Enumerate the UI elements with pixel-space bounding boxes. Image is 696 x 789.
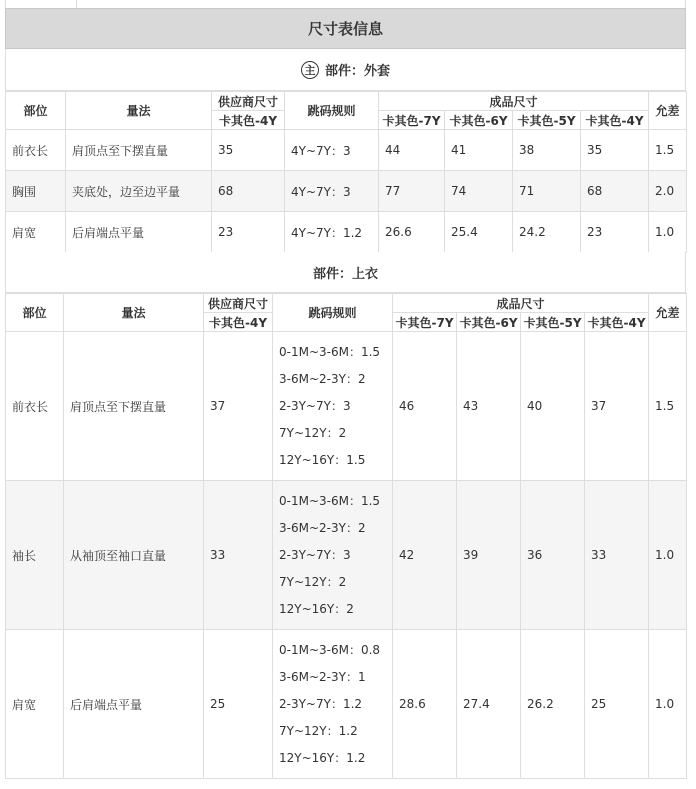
cell-supplier: 33 bbox=[204, 481, 273, 630]
cell-tolerance: 2.0 bbox=[649, 171, 687, 212]
table-row bbox=[6, 332, 687, 481]
cell-size: 25 bbox=[585, 630, 649, 779]
header-tolerance: 允差 bbox=[649, 92, 687, 130]
cell-size: 71 bbox=[513, 171, 581, 212]
cell-size: 37 bbox=[585, 332, 649, 481]
table-row bbox=[6, 481, 687, 630]
cell-method: 夹底处，边至边平量 bbox=[66, 171, 212, 212]
rule-line: 0-1M~3-6M：0.8 bbox=[279, 642, 381, 657]
section-heading-text: 部件：上衣 bbox=[312, 266, 378, 282]
page-title: 尺寸表信息 bbox=[5, 8, 686, 49]
cell-size: 26.6 bbox=[379, 212, 445, 253]
cell-method: 从袖顶至袖口直量 bbox=[64, 481, 204, 630]
cell-supplier: 25 bbox=[204, 630, 273, 779]
top-scroll-remnant bbox=[5, 0, 686, 8]
cell-size: 38 bbox=[513, 130, 581, 171]
cell-rule: 4Y~7Y：3 bbox=[285, 130, 379, 171]
cell-rules bbox=[273, 630, 393, 779]
cell-size: 33 bbox=[585, 481, 649, 630]
header-size-col: 卡其色-7Y bbox=[393, 313, 457, 332]
header-part: 部位 bbox=[6, 92, 66, 130]
table-row bbox=[6, 630, 687, 779]
header-size-col: 卡其色-4Y bbox=[585, 313, 649, 332]
rule-line: 2-3Y~7Y：3 bbox=[279, 398, 351, 413]
header-grading-rule: 跳码规则 bbox=[273, 294, 393, 332]
header-method: 量法 bbox=[66, 92, 212, 130]
rule-line: 0-1M~3-6M：1.5 bbox=[279, 344, 381, 359]
cell-tolerance: 1.0 bbox=[649, 481, 687, 630]
rule-line: 7Y~12Y：1.2 bbox=[279, 723, 358, 738]
cell-part: 胸围 bbox=[6, 171, 66, 212]
cell-rules bbox=[273, 332, 393, 481]
cell-size: 36 bbox=[521, 481, 585, 630]
header-supplier-size: 供应商尺寸 bbox=[204, 294, 273, 313]
cell-size: 35 bbox=[581, 130, 649, 171]
header-size-col: 卡其色-5Y bbox=[521, 313, 585, 332]
cell-size: 68 bbox=[581, 171, 649, 212]
cell-tolerance: 1.5 bbox=[649, 332, 687, 481]
cell-size: 46 bbox=[393, 332, 457, 481]
cell-tolerance: 1.0 bbox=[649, 212, 687, 253]
rule-line: 12Y~16Y：2 bbox=[279, 601, 354, 616]
cell-part: 袖长 bbox=[6, 481, 64, 630]
table-row bbox=[6, 171, 687, 212]
rule-line: 3-6M~2-3Y：1 bbox=[279, 669, 366, 684]
cell-size: 41 bbox=[445, 130, 513, 171]
header-supplier-size-sub: 卡其色-4Y bbox=[212, 111, 285, 130]
cell-size: 27.4 bbox=[457, 630, 521, 779]
cell-size: 23 bbox=[581, 212, 649, 253]
cell-size: 26.2 bbox=[521, 630, 585, 779]
cell-tolerance: 1.0 bbox=[649, 630, 687, 779]
header-supplier-size: 供应商尺寸 bbox=[212, 92, 285, 111]
header-method: 量法 bbox=[64, 294, 204, 332]
cell-rule: 4Y~7Y：1.2 bbox=[285, 212, 379, 253]
rule-line: 3-6M~2-3Y：2 bbox=[279, 520, 366, 535]
cell-size: 40 bbox=[521, 332, 585, 481]
cell-part: 前衣长 bbox=[6, 130, 66, 171]
header-size-col: 卡其色-6Y bbox=[445, 111, 513, 130]
cell-size: 28.6 bbox=[393, 630, 457, 779]
cell-method: 后肩端点平量 bbox=[66, 212, 212, 253]
rule-line: 2-3Y~7Y：1.2 bbox=[279, 696, 363, 711]
size-table-top bbox=[5, 293, 687, 779]
cell-method: 后肩端点平量 bbox=[64, 630, 204, 779]
rule-line: 0-1M~3-6M：1.5 bbox=[279, 493, 381, 508]
rule-line: 3-6M~2-3Y：2 bbox=[279, 371, 366, 386]
cell-size: 44 bbox=[379, 130, 445, 171]
header-size-col: 卡其色-6Y bbox=[457, 313, 521, 332]
rule-line: 12Y~16Y：1.5 bbox=[279, 452, 366, 467]
table-row bbox=[6, 212, 687, 253]
cell-rule: 4Y~7Y：3 bbox=[285, 171, 379, 212]
cell-supplier: 37 bbox=[204, 332, 273, 481]
header-size-col: 卡其色-4Y bbox=[581, 111, 649, 130]
cell-supplier: 68 bbox=[212, 171, 285, 212]
cell-size: 25.4 bbox=[445, 212, 513, 253]
cell-part: 肩宽 bbox=[6, 212, 66, 253]
rule-line: 12Y~16Y：1.2 bbox=[279, 750, 366, 765]
header-size-col: 卡其色-5Y bbox=[513, 111, 581, 130]
cell-size: 43 bbox=[457, 332, 521, 481]
section-heading-outerwear bbox=[5, 49, 686, 91]
header-part: 部位 bbox=[6, 294, 64, 332]
cell-method: 肩顶点至下摆直量 bbox=[66, 130, 212, 171]
header-size-col: 卡其色-7Y bbox=[379, 111, 445, 130]
cell-size: 42 bbox=[393, 481, 457, 630]
cell-part: 肩宽 bbox=[6, 630, 64, 779]
main-part-badge-icon: 主 bbox=[301, 61, 319, 79]
cell-part: 前衣长 bbox=[6, 332, 64, 481]
cell-rules bbox=[273, 481, 393, 630]
header-finished-size: 成品尺寸 bbox=[393, 294, 649, 313]
header-tolerance: 允差 bbox=[649, 294, 687, 332]
rule-line: 2-3Y~7Y：3 bbox=[279, 547, 351, 562]
table-row bbox=[6, 130, 687, 171]
cell-size: 39 bbox=[457, 481, 521, 630]
cell-size: 24.2 bbox=[513, 212, 581, 253]
section-heading-top bbox=[5, 252, 686, 293]
cell-supplier: 35 bbox=[212, 130, 285, 171]
rule-line: 7Y~12Y：2 bbox=[279, 425, 347, 440]
cell-tolerance: 1.5 bbox=[649, 130, 687, 171]
section-heading-text: 部件：外套 bbox=[324, 64, 390, 79]
rule-line: 7Y~12Y：2 bbox=[279, 574, 347, 589]
header-supplier-size-sub: 卡其色-4Y bbox=[204, 313, 273, 332]
cell-supplier: 23 bbox=[212, 212, 285, 253]
size-table-outerwear bbox=[5, 91, 687, 253]
cell-size: 74 bbox=[445, 171, 513, 212]
cell-method: 肩顶点至下摆直量 bbox=[64, 332, 204, 481]
header-grading-rule: 跳码规则 bbox=[285, 92, 379, 130]
cell-size: 77 bbox=[379, 171, 445, 212]
header-finished-size: 成品尺寸 bbox=[379, 92, 649, 111]
